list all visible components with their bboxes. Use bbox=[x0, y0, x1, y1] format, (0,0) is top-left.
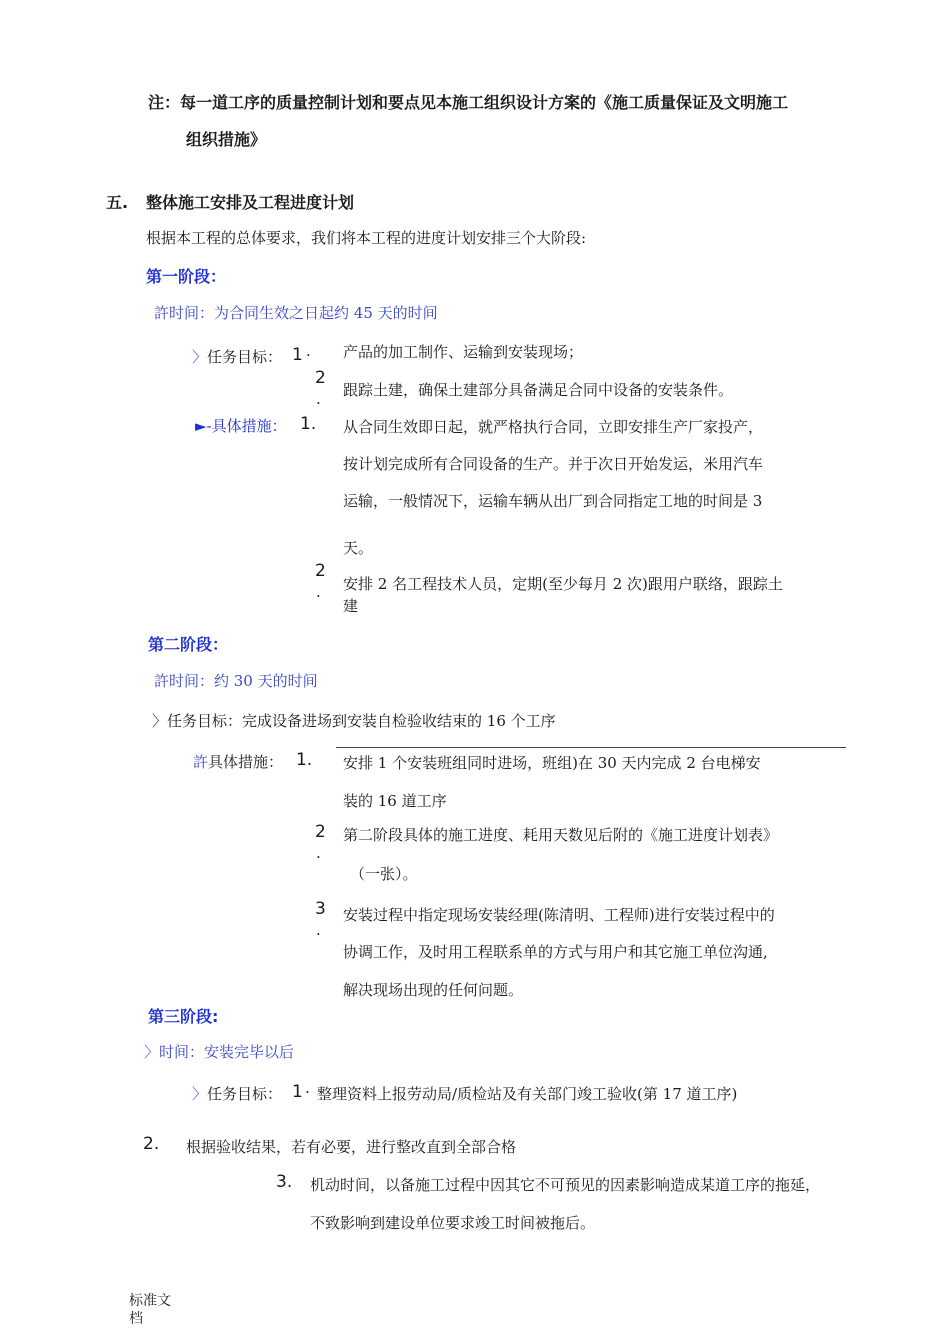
stage1-measure-num-1: 1. bbox=[300, 414, 317, 434]
stage3-goal-text: 整理资料上报劳动局/质检站及有关部门竣工验收(第 17 道工序) bbox=[317, 1085, 738, 1103]
stage2-time: 許时间：约 30 天的时间 bbox=[154, 672, 318, 690]
stage2-measure-3-line-3: 解决现场出现的任何问题。 bbox=[343, 981, 524, 999]
stage1-time: 許时间：为合同生效之日起约 45 天的时间 bbox=[154, 304, 438, 322]
stage1-measure-1-line-1: 从合同生效即日起，就严格执行合同，立即安排生产厂家投产， bbox=[343, 418, 764, 436]
stage1-heading: 第一阶段： bbox=[146, 267, 227, 286]
note-line-1: 注：每一道工序的质量控制计划和要点见本施工组织设计方案的《施工质量保证及文明施工 bbox=[148, 93, 789, 112]
stage1-goal-label bbox=[192, 346, 282, 367]
stage1-goal-text-1: 产品的加工制作、运输到安装现场； bbox=[343, 343, 584, 361]
stage2-measure-1-line-1: 安排 1 个安装班组同时进场，班组)在 30 天内完成 2 台电梯安 bbox=[343, 754, 761, 772]
section-intro: 根据本工程的总体要求，我们将本工程的进度计划安排三个大阶段: bbox=[146, 229, 587, 247]
stage3-goal-num: 1 bbox=[292, 1082, 303, 1102]
section-number: 五. bbox=[106, 193, 129, 212]
stage3-time: 〉时间：安装完毕以后 bbox=[144, 1043, 295, 1061]
section-title: 整体施工安排及工程进度计划 bbox=[146, 193, 355, 212]
stage2-heading: 第二阶段： bbox=[148, 635, 229, 654]
dot-marker: . bbox=[316, 390, 321, 408]
item-3-line-2: 不致影响到建设单位要求竣工时间被拖后。 bbox=[310, 1214, 596, 1232]
stage1-measure-2-line-1: 安排 2 名工程技术人员，定期(至少每月 2 次)跟用户联络，跟踪土 bbox=[343, 575, 783, 593]
stage2-measure-label: 許具体措施： bbox=[193, 753, 284, 771]
stage2-measure-2-line-2: （一张）。 bbox=[350, 865, 418, 883]
stage1-measure-1-line-4: 天。 bbox=[343, 539, 374, 557]
dot-marker: . bbox=[316, 844, 321, 862]
arrow-icon: 〉 bbox=[192, 1085, 208, 1103]
stage3-heading: 第三阶段: bbox=[148, 1007, 219, 1026]
stage1-goal-text-2: 跟踪土建，确保土建部分具备满足合同中设备的安装条件。 bbox=[343, 381, 734, 399]
stage2-measure-num-1: 1. bbox=[296, 750, 313, 770]
stage1-measure-1-line-3: 运输，一般情况下，运输车辆从出厂到合同指定工地的时间是 3 bbox=[343, 492, 763, 510]
triangle-right-icon: ► bbox=[195, 417, 207, 435]
arrow-icon: 〉 bbox=[192, 348, 208, 366]
divider-line bbox=[336, 747, 846, 748]
note-line-2: 组织措施》 bbox=[186, 130, 267, 149]
stage1-goal-num-1: 1 bbox=[292, 345, 303, 365]
stage2-goal: 〉任务目标：完成设备进场到安装自检验收结束的 16 个工序 bbox=[152, 712, 556, 730]
stage2-measure-1-line-2: 装的 16 道工序 bbox=[343, 792, 447, 810]
footer-text: 标准文档 bbox=[129, 1293, 171, 1327]
dot-marker: · bbox=[305, 1083, 310, 1101]
stage2-measure-num-2: 2 bbox=[315, 822, 326, 842]
stage2-measure-num-3: 3 bbox=[315, 899, 326, 919]
goal-label-text: 任务目标： bbox=[207, 348, 283, 366]
item-2-num: 2. bbox=[143, 1134, 160, 1154]
dot-marker: · bbox=[306, 346, 311, 364]
dot-marker: . bbox=[316, 921, 321, 939]
item-3-line-1: 机动时间，以备施工过程中因其它不可预见的因素影响造成某道工序的拖延， bbox=[310, 1176, 821, 1194]
stage1-measure-1-line-2: 按计划完成所有合同设备的生产。并于次日开始发运，米用汽车 bbox=[343, 455, 764, 473]
stage1-measure-label: ►-具体措施： bbox=[195, 417, 287, 435]
dot-marker: . bbox=[316, 583, 321, 601]
item-2-text: 根据验收结果，若有必要，进行整改直到全部合格 bbox=[186, 1138, 517, 1156]
stage3-goal-label: 〉任务目标： bbox=[192, 1085, 283, 1103]
stage1-measure-num-2: 2 bbox=[315, 561, 326, 581]
stage1-measure-2-line-2: 建 bbox=[343, 597, 359, 615]
stage2-measure-3-line-1: 安装过程中指定现场安装经理(陈清明、工程师)进行安装过程中的 bbox=[343, 906, 775, 924]
item-3-num: 3. bbox=[276, 1172, 293, 1192]
stage1-goal-num-2: 2 bbox=[315, 368, 326, 388]
stage2-measure-2-line-1: 第二阶段具体的施工进度、耗用天数见后附的《施工进度计划表》 bbox=[343, 826, 779, 844]
stage2-measure-3-line-2: 协调工作，及时用工程联系单的方式与用户和其它施工单位沟通, bbox=[343, 943, 768, 961]
